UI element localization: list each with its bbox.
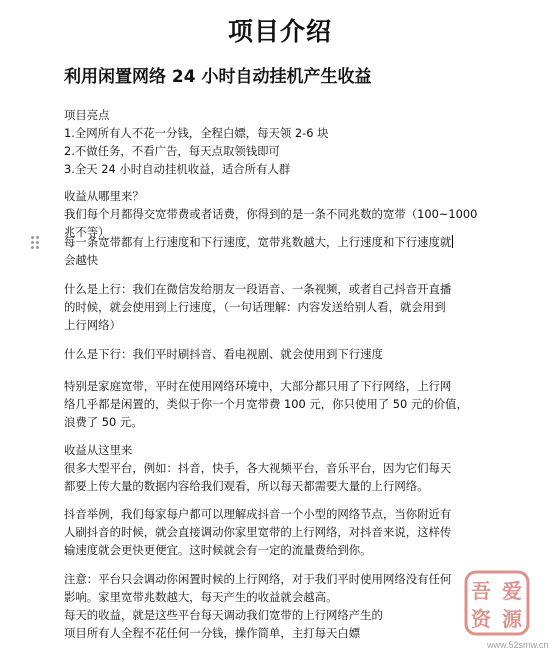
income-here-section xyxy=(64,441,504,495)
home-broadband-section xyxy=(64,377,504,431)
highlight-item: 1.全网所有人不花一分钱，全程白嫖，每天领 2-6 块 xyxy=(64,126,329,140)
watermark-url: www.52smw.cn xyxy=(487,640,549,650)
text-cursor xyxy=(452,235,453,248)
drag-handle-icon[interactable] xyxy=(31,236,39,248)
paragraph-line: 注意：平台只会调动你闲置时候的上行网络，对于我们平时使用网络没有任何 xyxy=(64,572,452,586)
highlights-section xyxy=(64,106,504,178)
paragraph-line: 的时候，就会使用到上行速度，（一句话理解：内容发送给别人看，就会用到 xyxy=(64,300,446,314)
download-section xyxy=(64,345,504,363)
paragraph-line: 我们每个月都得交宽带费或者话费，你得到的是一条不同兆数的宽带（100~1000 xyxy=(64,207,478,221)
paragraph-line: 上行网络） xyxy=(64,318,121,332)
paragraph-line: 特别是家庭宽带，平时在使用网络环境中，大部分都只用了下行网络，上行网 xyxy=(64,379,452,393)
page-title: 项目介绍 xyxy=(227,17,332,46)
paragraph-line: 会越快 xyxy=(64,253,99,267)
douyin-example-section xyxy=(64,505,504,559)
paragraph-line: 什么是下行：我们平时刷抖音、看电视剧、就会使用到下行速度 xyxy=(64,347,383,361)
highlight-item: 2.不做任务，不看广告，每天点取领钱即可 xyxy=(64,144,280,158)
seal-char: 源 xyxy=(502,607,522,631)
paragraph-line: 影响。家里宽带兆数越大，每天产生的收益就会越高。 xyxy=(64,590,338,604)
seal-char: 吾 xyxy=(471,579,491,603)
paragraph-line: 项目所有人全程不花任何一分钱，操作简单，主打每天白嫖 xyxy=(64,626,361,640)
paragraph-line: 络几乎都是闲置的，类似于你一个月宽带费 100 元，你只使用了 50 元的价值， xyxy=(64,397,468,411)
paragraph-line: 浪费了 50 元。 xyxy=(64,415,143,429)
page-subtitle: 利用闲置网络 24 小时自动挂机产生收益 xyxy=(64,67,372,87)
paragraph-line xyxy=(64,233,504,251)
paragraph-line: 很多大型平台，例如：抖音，快手，各大视频平台，音乐平台，因为它们每天 xyxy=(64,461,452,475)
paragraph-line: 输速度就会更快更便宜。这时候就会有一定的流量费给到你。 xyxy=(64,543,372,557)
paragraph-line: 人刷抖音的时候，就会直接调动你家里宽带的上行网络，对抖音来说，这样传 xyxy=(64,525,452,539)
paragraph-line: 抖音举例，我们每家每户都可以理解成抖音一个小型的网络节点，当你附近有 xyxy=(64,507,452,521)
paragraph-line: 每天的收益，就是这些平台每天调动我们宽带的上行网络产生的 xyxy=(64,608,383,622)
seal-char: 爱 xyxy=(502,579,522,603)
seal-logo xyxy=(462,568,532,638)
upload-section xyxy=(64,280,504,334)
paragraph-line: 都要上传大量的数据内容给我们观看，所以每天都需要大量的上行网络。 xyxy=(64,479,429,493)
highlights-heading: 项目亮点 xyxy=(64,108,110,122)
seal-char: 资 xyxy=(471,607,491,631)
speed-paragraph[interactable] xyxy=(64,233,504,269)
income-here-heading: 收益从这里来 xyxy=(64,443,133,457)
note-section xyxy=(64,570,504,642)
paragraph-line: 什么是上行：我们在微信发给朋友一段语音、一条视频，或者自己抖音开直播 xyxy=(64,282,452,296)
income-source-heading: 收益从哪里来？ xyxy=(64,189,144,203)
paragraph-line: 兆不等） xyxy=(64,225,110,239)
highlight-item: 3.全天 24 小时自动挂机收益，适合所有人群 xyxy=(64,162,291,176)
paragraph-line-text: 每一条宽带都有上行速度和下行速度，宽带兆数越大，上行速度和下行速度就 xyxy=(64,235,452,249)
